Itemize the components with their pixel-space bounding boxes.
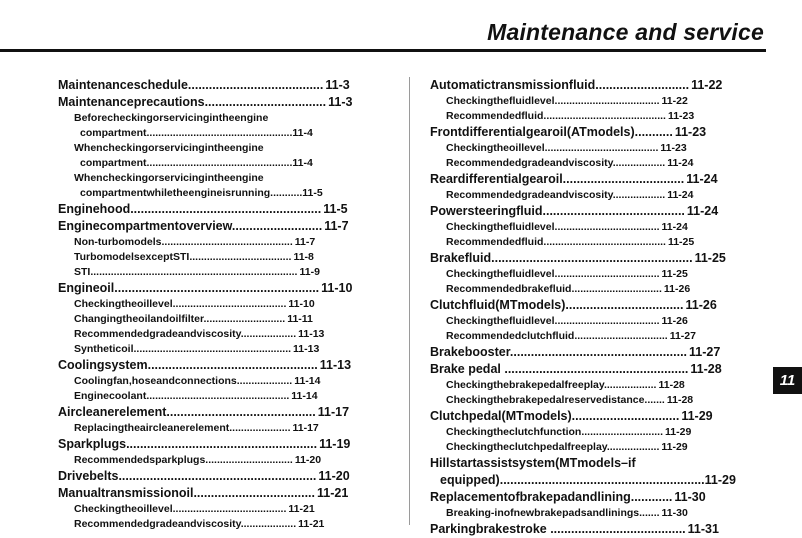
toc-entry-page: 11-20 [318,469,350,483]
toc-entry-title-cont: compartment.................................................. [80,157,293,169]
toc-entry-page: 11-3 [325,78,350,92]
toc-entry-page: 11-25 [661,268,688,280]
toc-entry-title: Brakebooster................................................... [430,345,688,359]
toc-entry[interactable] [58,171,378,201]
toc-entry-page: 11-20 [294,454,322,466]
toc-entry-title: Sparkplugs....................................................... [58,437,318,451]
toc-entry-page: 11-4 [292,157,313,169]
chapter-tab[interactable]: 11 [773,367,802,394]
toc-entry[interactable] [58,141,378,171]
toc-entry[interactable] [430,455,744,489]
toc-entry-page: 11-26 [685,298,717,312]
toc-entry-title: Recommendedbrakefluid............................... [446,283,662,295]
toc-entry[interactable] [58,265,382,280]
toc-entry-title: Recommendedfluid.......................................... [446,110,666,122]
toc-left-column [58,77,394,532]
toc-entry[interactable] [430,267,755,282]
toc-entry-title: Maintenanceprecautions................................... [58,95,327,109]
toc-entry[interactable] [58,94,375,111]
toc-entry-page: 11-25 [694,251,726,265]
toc-entry[interactable] [430,425,753,440]
toc-entry[interactable] [58,201,375,218]
toc-entry-page: 11-7 [324,219,349,233]
toc-entry-page: 11-28 [666,394,694,406]
toc-entry-page: 11-5 [302,187,323,199]
toc-entry-title: Syntheticoil...................................................... [74,343,292,355]
toc-entry-page: 11-10 [288,298,315,310]
toc-entry-page: 11-27 [669,330,696,342]
toc-entry-page: 11-19 [319,437,351,451]
toc-entry[interactable] [430,506,735,521]
toc-entry-page: 11-30 [661,507,688,519]
toc-entry-title: Engineoil........................................................... [58,281,320,295]
toc-entry-title: Reardifferentialgearoil................................... [430,172,685,186]
toc-entry-title: Clutchpedal(MTmodels)............................... [430,409,680,423]
toc-entry[interactable] [430,156,753,171]
toc-entry-title: Maintenanceschedule....................................... [58,78,324,92]
toc-entry[interactable] [58,77,375,94]
toc-entry-title-cont: compartmentwhiletheengineisrunning........... [80,187,303,199]
toc-entry[interactable] [430,314,755,329]
toc-entry[interactable] [58,312,379,327]
toc-entry-title: Checkingtheoillevel....................................... [446,142,659,154]
toc-entry-page: 11-21 [317,486,349,500]
toc-entry-page: 11-5 [323,202,348,216]
toc-entry-title: Recommendedfluid.......................................... [446,236,666,248]
toc-entry-title: Checkingtheclutchpedalfreeplay.................. [446,441,660,453]
toc-entry[interactable] [58,485,365,502]
toc-entry[interactable] [430,489,723,506]
toc-entry-title: Checkingtheclutchfunction............................ [446,426,664,438]
toc-entry-page: 11-13 [298,328,325,340]
toc-right-column [430,77,764,538]
toc-entry[interactable] [58,250,375,265]
toc-entry[interactable] [58,436,371,453]
toc-entry-page: 11-24 [667,189,694,201]
toc-entry-title: STI....................................................................... [74,266,298,278]
toc-entry-title: Enginecoolant................................................. [74,390,290,402]
toc-entry-page: 11-3 [328,95,353,109]
toc-entry-page: 11-24 [661,221,688,233]
toc-entry[interactable] [430,141,751,156]
toc-entry-page: 11-22 [691,78,723,92]
page-title: Maintenance and service [487,19,764,45]
toc-entry-page: 11-4 [292,127,313,139]
toc-entry[interactable] [430,344,741,361]
toc-entry-page: 11-24 [686,204,719,218]
toc-entry[interactable] [58,357,371,374]
toc-entry[interactable] [58,280,375,297]
toc-entry[interactable] [430,250,743,267]
toc-entry-title: Checkingthefluidlevel.................................... [446,221,660,233]
toc-entry[interactable] [430,124,740,141]
toc-entry-page: 11-17 [292,422,319,434]
toc-entry-title: Recommendedsparkplugs.............................. [74,454,293,466]
toc-entry[interactable] [430,393,724,408]
toc-entry[interactable] [430,440,746,455]
toc-entry[interactable] [58,297,384,312]
toc-entry[interactable] [430,220,753,235]
toc-entry-page: 11-30 [674,490,706,504]
toc-entry-page: 11-13 [319,358,352,372]
toc-entry-page: 11-14 [291,390,318,402]
toc-entry-title: Parkingbrakestroke ....................................... [430,522,686,536]
toc-entry-title: Hillstartassistsystem(MTmodels–if [430,456,636,470]
toc-entry-title: Brakefluid.......................................................... [430,251,693,265]
toc-entry-title: Drivebelts......................................................... [58,469,317,483]
toc-entry-page: 11-14 [294,375,321,387]
toc-entry-title: Recommendedgradeandviscosity.................. [446,157,666,169]
toc-entry[interactable] [430,235,762,250]
toc-entry-page: 11-25 [667,236,695,248]
toc-entry-title: Recommendedgradeandviscosity................... [74,518,297,530]
toc-entry-page: 11-23 [674,125,707,139]
toc-entry-title: Brake pedal ..................................................... [430,362,689,376]
toc-entry-title: Checkingtheoillevel....................................... [74,503,287,515]
toc-entry[interactable] [58,468,371,485]
toc-entry-title: Checkingthefluidlevel.................................... [446,268,660,280]
toc-entry[interactable] [58,389,392,404]
toc-entry-title: Replacingtheaircleanerelement..................... [74,422,291,434]
toc-entry[interactable] [58,327,384,342]
toc-entry-title: Coolingfan,hoseandconnections................... [74,375,293,387]
toc-entry-title-cont: equipped)........................................................... [440,473,705,487]
column-divider [409,77,410,525]
toc-entry-title: Changingtheoilandoilfilter............................ [74,313,286,325]
toc-entry[interactable] [430,521,739,538]
toc-entry-title: Recommendedgradeandviscosity................... [74,328,297,340]
toc-entry-page: 11-11 [287,313,313,325]
toc-entry[interactable] [430,203,737,220]
toc-entry-title: Checkingthefluidlevel.................................... [446,315,660,327]
toc-entry-title: Enginehood....................................................... [58,202,322,216]
toc-entry-page: 11-26 [663,283,691,295]
toc-entry-page: 11-23 [660,142,687,154]
toc-entry-page: 11-9 [299,266,320,278]
toc-entry-title: Coolingsystem................................................. [58,358,318,372]
toc-entry-title: TurbomodelsexceptSTI................................... [74,251,292,263]
toc-entry-title: Checkingthebrakepedalfreeplay.................. [446,379,657,391]
toc-entry-title: Checkingthefluidlevel.................................... [446,95,660,107]
toc-entry[interactable] [58,374,381,389]
toc-entry[interactable] [58,111,378,141]
toc-entry-title: Recommendedclutchfluid................................ [446,330,668,342]
toc-entry-page: 11-28 [658,379,685,391]
toc-entry[interactable] [58,404,368,421]
toc-entry-page: 11-29 [704,473,736,487]
toc-entry[interactable] [58,421,380,436]
toc-entry-title: Recommendedgradeandviscosity.................. [446,189,666,201]
toc-entry-title: Beforecheckingorservicingintheengine [74,112,269,124]
toc-entry[interactable] [430,109,762,124]
toc-entry-page: 11-13 [293,343,320,355]
toc-entry[interactable] [430,77,740,94]
toc-entry-title: Checkingthebrakepedalreservedistance....... [446,394,665,406]
toc-entry[interactable] [430,408,733,425]
toc-entry[interactable] [58,342,394,357]
toc-entry-page: 11-21 [298,518,325,530]
toc-entry-title: Manualtransmissionoil................................... [58,486,315,500]
toc-entry-page: 11-29 [661,441,688,453]
toc-entry-title: Whencheckingorservicingintheengine [74,142,264,154]
toc-entry-page: 11-24 [686,172,718,186]
toc-entry-title: Non-turbomodels............................................. [74,236,293,248]
toc-entry-title: Checkingtheoillevel....................................... [74,298,287,310]
toc-entry[interactable] [430,171,735,188]
toc-entry-title: Enginecompartmentoverview.......................... [58,219,323,233]
toc-entry[interactable] [58,502,384,517]
toc-entry[interactable] [430,282,755,297]
toc-entry-title: Automatictransmissionfluid........................... [430,78,690,92]
toc-entry-page: 11-21 [288,503,315,515]
toc-entry-page: 11-31 [687,522,719,536]
toc-entry-page: 11-29 [665,426,692,438]
toc-entry-title: Whencheckingorservicingintheengine [74,172,264,184]
toc-entry[interactable] [430,94,755,109]
toc-entry-title: Breaking-inofnewbrakepadsandlinings....... [446,507,660,519]
toc-entry-title: Replacementofbrakepadandlining............ [430,490,673,504]
toc-entry-page: 11-29 [681,409,713,423]
toc-entry-page: 11-22 [661,95,688,107]
toc-entry[interactable] [430,329,759,344]
toc-entry-page: 11-8 [293,251,314,263]
toc-entry-page: 11-23 [667,110,695,122]
toc-entry-page: 11-10 [321,281,353,295]
toc-entry[interactable] [430,361,764,378]
title-rule [0,49,766,52]
toc-entry-page: 11-24 [667,157,694,169]
toc-entry-title: Clutchfluid(MTmodels).................................. [430,298,684,312]
toc-entry[interactable] [430,378,729,393]
toc-entry[interactable] [430,188,753,203]
toc-entry[interactable] [58,453,388,468]
toc-entry-title-cont: compartment.................................................. [80,127,293,139]
toc-entry-title: Frontdifferentialgearoil(ATmodels)........... [430,125,673,139]
toc-entry-page: 11-28 [690,362,722,376]
toc-entry-title: Powersteeringfluid......................................... [430,204,685,218]
toc-entry-page: 11-26 [661,315,688,327]
toc-entry[interactable] [58,218,375,235]
toc-entry-page: 11-7 [294,236,316,248]
toc-entry-page: 11-27 [689,345,721,359]
toc-entry[interactable] [58,235,375,250]
toc-entry[interactable] [58,517,384,532]
toc-entry-page: 11-17 [317,405,350,419]
toc-entry-title: Aircleanerelement........................................... [58,405,316,419]
toc-entry[interactable] [430,297,734,314]
